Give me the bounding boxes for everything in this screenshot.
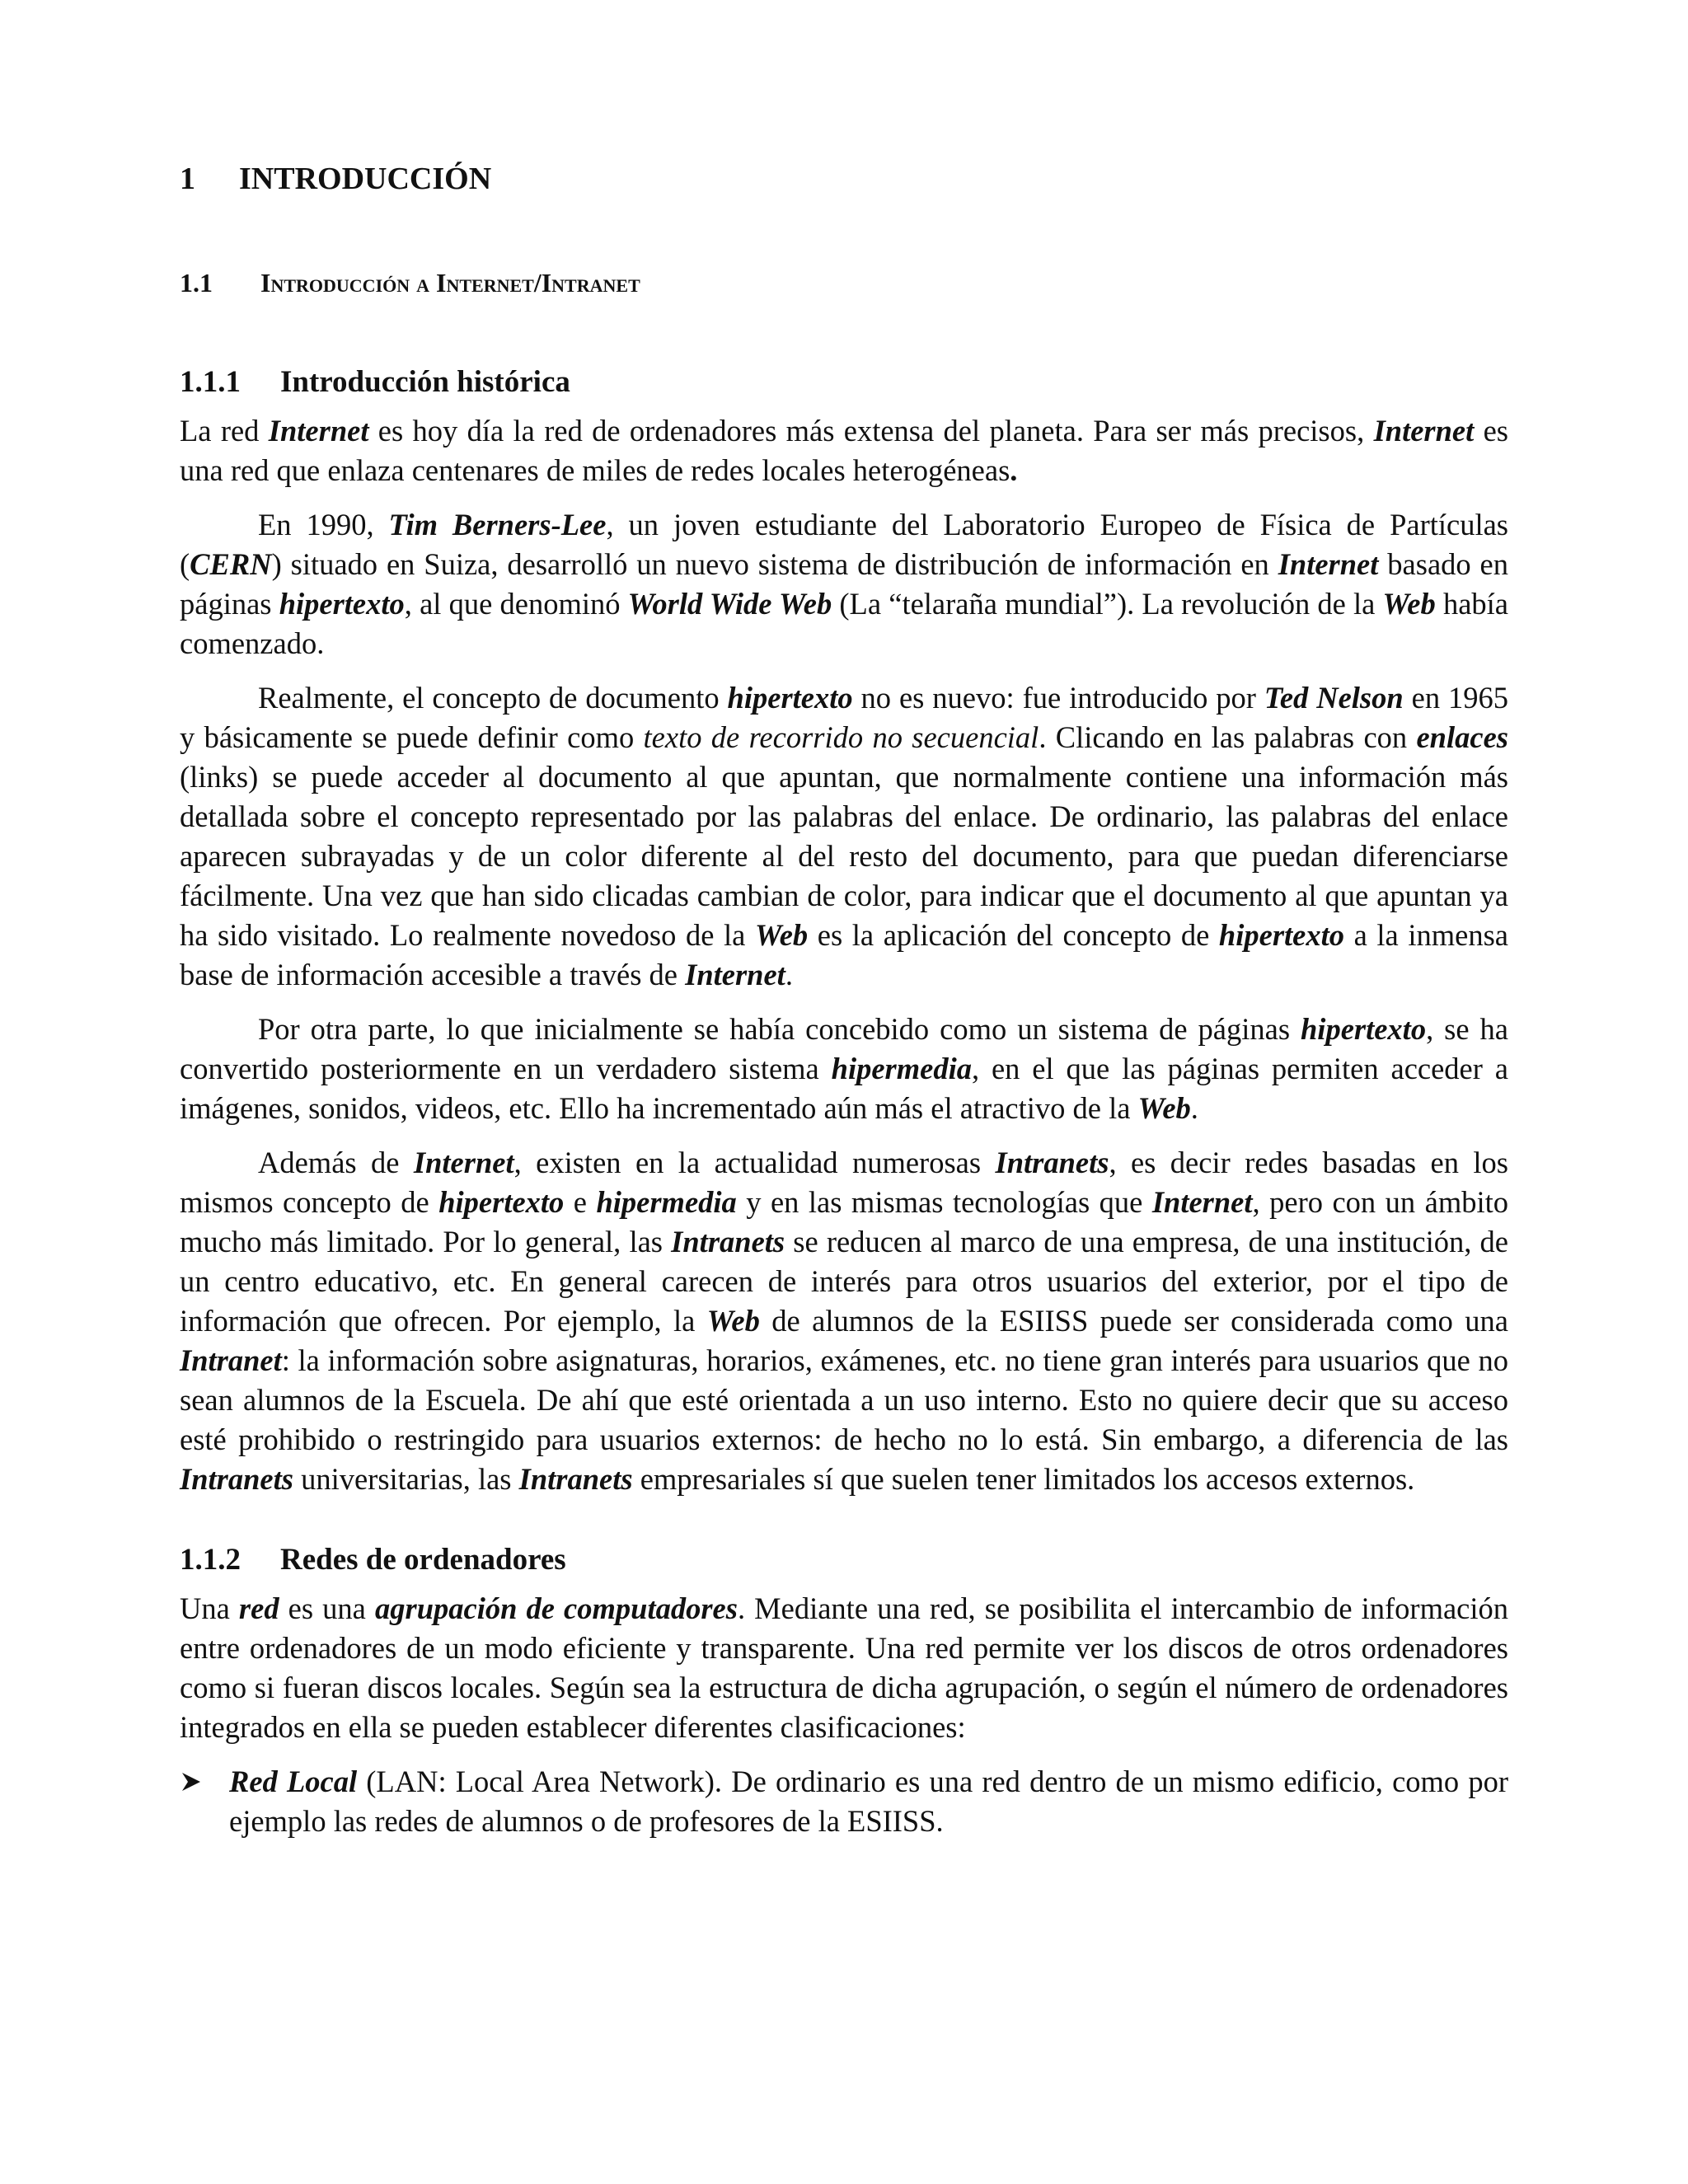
chapter-heading [180,161,1508,197]
paragraph-3 [180,678,1508,995]
text-run: (links) se puede acceder al documento al que apuntan, que normalmente contiene una información más detallada sobre el concepto representado por las palabras del enlace. De ordinario, las palabras del enlace aparecen subrayadas y de un color diferente al del resto del documento, para que puedan diferenciarse fácilmente. Una vez que han sido clicadas cambian de color, para indicar que el documento al que apuntan ya ha sido visitado. Lo realmente novedoso de la [180,760,1508,952]
text-run: ) situado en Suiza, desarrolló un nuevo sistema de distribución de información en [271,547,1278,581]
emphasis: Ted Nelson [1264,681,1404,715]
text-run: . Clicando en las palabras con [1039,720,1417,754]
subsection-number: 1.1.1 [180,365,241,399]
emphasis: Web [706,1304,760,1338]
text-run: , un joven estudiante del Laboratorio Europeo de Física de Partículas ( [180,508,1509,581]
text-run: (La “telaraña mundial”). La revolución de la [832,587,1383,621]
text-run: , es decir redes basadas en los mismos concepto de [180,1146,1508,1219]
emphasis: hipertexto [1301,1012,1427,1046]
subsection-number: 1.1.2 [180,1543,241,1577]
emphasis: hipertexto [1218,918,1344,952]
emphasis: Internet [1373,414,1475,448]
emphasis: hipertexto [438,1185,565,1219]
text-run: no es nuevo: fue introducido por [852,681,1264,715]
emphasis: hipermedia [831,1052,972,1085]
text-run: es la aplicación del concepto de [808,918,1219,952]
text-run: basado en páginas [180,547,1509,621]
subsection-heading-redes [180,1542,1508,1577]
emphasis: Internet [1151,1185,1253,1219]
text-run: . [785,958,793,991]
emphasis: Tim Berners-Lee [388,508,607,541]
emphasis: hipermedia [596,1185,737,1219]
text-run: Además de [258,1146,414,1179]
text-run: , en el que las páginas permiten acceder a imágenes, sonidos, videos, etc. Ello ha incrementado aún más el atractivo de la [180,1052,1508,1125]
text-run: , al que denominó [404,587,628,621]
emphasis: Intranets [518,1462,633,1496]
emphasis: Web [754,918,809,952]
emphasis: agrupación de computadores [375,1591,738,1625]
chapter-number: 1 [180,162,195,196]
text-run: a la inmensa base de información accesible a través de [180,918,1508,991]
italic-text: texto de recorrido no secuencial [643,720,1039,754]
text-run: : la información sobre asignaturas, horarios, exámenes, etc. no tiene gran interés para usuarios que no sean alumnos de la Escuela. De ahí que esté orientada a un uso interno. Esto no quiere decir que su acceso esté prohibido o restringido para usuarios externos: de hecho no lo está. Sin embargo, a diferencia de las [180,1343,1508,1456]
text-run: y en las mismas tecnologías que [736,1185,1152,1219]
text-run: empresariales sí que suelen tener limitados los accesos externos. [632,1462,1415,1496]
emphasis: Intranets [671,1225,785,1258]
emphasis: Internet [268,414,369,448]
emphasis: Internet [413,1146,514,1179]
text-run: , existen en la actualidad numerosas [513,1146,996,1179]
emphasis: Internet [1278,547,1379,581]
emphasis: Intranet [180,1343,282,1377]
emphasis: Intranets [180,1462,293,1496]
text-run: Por otra parte, lo que inicialmente se había concebido como un sistema de páginas [258,1012,1301,1046]
text-run: La red [180,414,269,448]
section-title: Introducción a Internet/Intranet [260,268,640,298]
text-run: universitarias, las [293,1462,519,1496]
paragraph-4 [180,1010,1508,1128]
text-run: . Mediante una red, se posibilita el intercambio de información entre ordenadores de un modo eficiente y transparente. Una red permite ver los discos de otros ordenadores como si fueran discos locales. Según sea la estructura de dicha agrupación, o según el número de ordenadores integrados en ella se pueden establecer diferentes clasificaciones: [180,1591,1509,1744]
emphasis: hipertexto [727,681,853,715]
subsection-title: Introducción histórica [280,365,570,399]
paragraph-5 [180,1143,1508,1499]
text-run: . [1190,1091,1198,1125]
text-run: En 1990, [258,508,389,541]
subsection-title: Redes de ordenadores [280,1543,566,1577]
list-item-text [229,1762,1508,1841]
subsection-heading-historica [180,364,1508,400]
emphasis: . [1010,453,1018,487]
text-run: se reducen al marco de una empresa, de una institución, de un centro educativo, etc. En general carecen de interés para otros usuarios del exterior, por el tipo de información que ofrecen. Por ejemplo, la [180,1225,1508,1338]
text-run: (LAN: Local Area Network). De ordinario es una red dentro de un mismo edificio, como por ejemplo las redes de alumnos o de profesores de la ESIISS. [229,1765,1509,1838]
section-heading [180,268,1508,298]
text-run: es hoy día la red de ordenadores más extensa del planeta. Para ser más precisos, [368,414,1374,448]
emphasis: World Wide Web [627,587,832,621]
emphasis: Intranets [995,1146,1109,1179]
list-item [180,1762,1508,1841]
emphasis: Web [1137,1091,1191,1125]
text-run: es una [279,1591,375,1625]
text-run: e [564,1185,597,1219]
paragraph-6 [180,1589,1508,1747]
emphasis: Web [1382,587,1436,621]
text-run: había comenzado. [180,587,1508,660]
emphasis: Red Local [229,1765,358,1798]
emphasis: red [238,1591,279,1625]
emphasis: enlaces [1416,720,1508,754]
text-run: Realmente, el concepto de documento [258,681,728,715]
text-run: en 1965 y básicamente se puede definir como [180,681,1508,754]
text-run: , pero con un ámbito mucho más limitado. Por lo general, las [180,1185,1508,1258]
text-run: de alumnos de la ESIISS puede ser considerada como una [759,1304,1508,1338]
arrow-bullet-icon [180,1762,229,1841]
text-run: es una red que enlaza centenares de miles de redes locales heterogéneas [180,414,1509,487]
emphasis: Internet [685,958,785,991]
text-run: , se ha convertido posteriormente en un verdadero sistema [180,1012,1508,1085]
text-run: Una [180,1591,239,1625]
page-content [180,161,1508,1841]
paragraph-2 [180,505,1508,663]
emphasis: hipertexto [279,587,405,621]
chapter-title: INTRODUCCIÓN [239,162,492,196]
paragraph-1 [180,411,1508,490]
section-number: 1.1 [180,268,213,298]
emphasis: CERN [190,547,272,581]
